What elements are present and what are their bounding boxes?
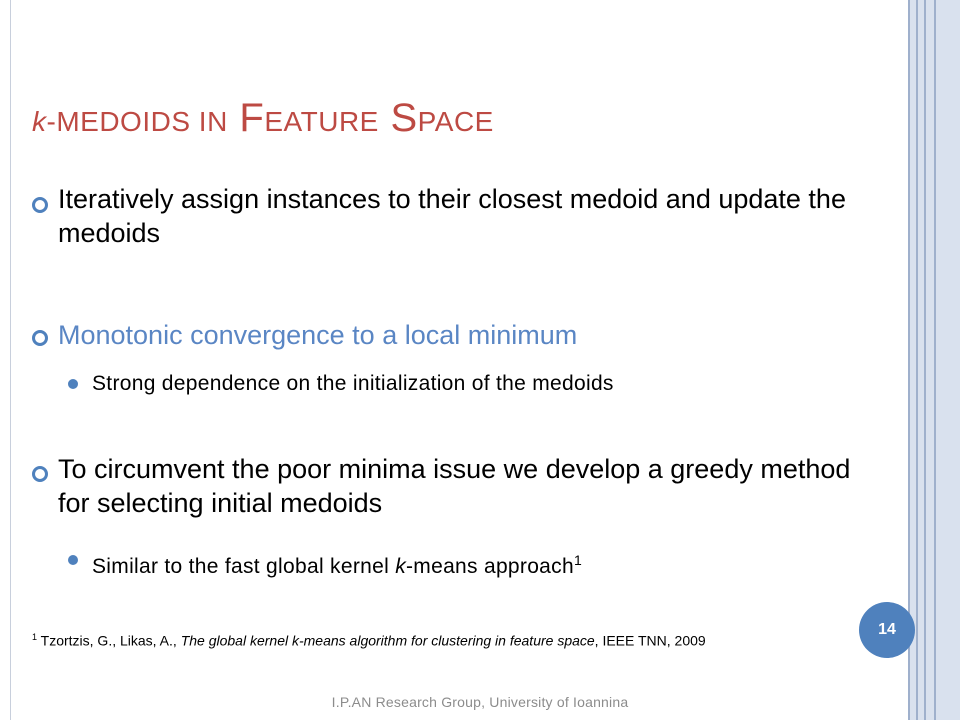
footnote-paper-title: The global kernel k-means algorithm for clustering in feature space xyxy=(180,632,595,649)
footnote xyxy=(32,632,706,649)
bullet-2-sub-text: Strong dependence on the initialization of the medoids xyxy=(92,372,614,395)
right-decoration-line xyxy=(916,0,918,720)
footnote-ref: 1 xyxy=(573,552,583,568)
sub-bullet-dot-icon xyxy=(68,379,78,389)
title-word: PACE xyxy=(417,106,494,137)
footnote-venue: , IEEE TNN, 2009 xyxy=(594,632,706,649)
slide-footer: I.P.AN Research Group, University of Ioannina xyxy=(331,694,629,710)
slide-left-border xyxy=(10,0,11,720)
bullet-ring-icon xyxy=(32,197,48,213)
slide-title xyxy=(32,96,494,141)
bullet-ring-icon xyxy=(32,466,48,482)
right-decoration-line xyxy=(924,0,926,720)
title-cap: S xyxy=(390,96,418,140)
footnote-authors: Tzortzis, G., Likas, A., xyxy=(37,632,181,649)
title-word: MEDOIDS IN xyxy=(56,106,228,137)
title-word: EATURE xyxy=(264,106,379,137)
title-k: k xyxy=(32,106,47,137)
page-number-badge: 14 xyxy=(859,602,915,658)
footnote-marker: 1 xyxy=(32,632,38,642)
title-cap: F xyxy=(239,96,265,140)
bullet-ring-icon xyxy=(32,330,48,346)
right-decoration-line xyxy=(934,0,936,720)
title-dash: - xyxy=(46,106,57,137)
sub-text-italic: k xyxy=(395,555,406,578)
sub-text-part: Similar to the fast global kernel xyxy=(92,555,396,578)
sub-bullet-dot-icon xyxy=(68,555,78,565)
sub-text-part: -means approach xyxy=(406,555,574,578)
bullet-3-sub-text xyxy=(92,547,582,580)
bullet-3-text: To circumvent the poor minima issue we develop a greedy method for selecting initial medoids xyxy=(58,454,851,518)
bullet-1-text: Iteratively assign instances to their closest medoid and update the medoids xyxy=(58,184,846,248)
bullet-2-text: Monotonic convergence to a local minimum xyxy=(58,320,578,350)
